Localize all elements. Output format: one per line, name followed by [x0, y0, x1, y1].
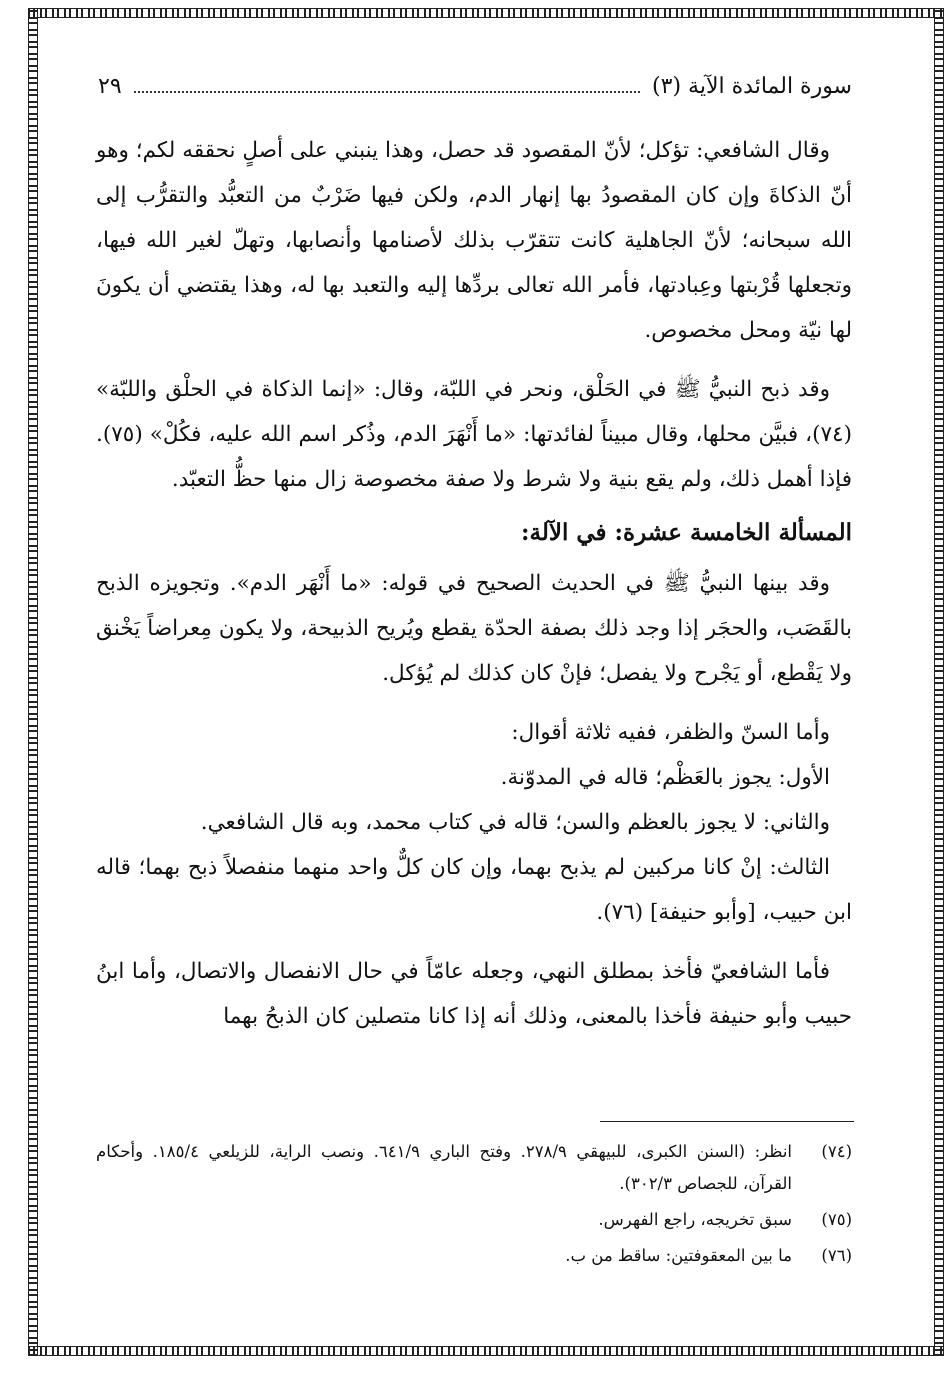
header-dot-leader	[134, 91, 640, 93]
footnote-number: (٧٦)	[821, 1246, 852, 1265]
footnote-74	[96, 1136, 852, 1200]
footnote-text: انظر: (السنن الكبرى، للبيهقي ٢٧٨/٩. وفتح الباري ٦٤١/٩. ونصب الراية، للزيلعي ١٨٥/٤. وأحكام القرآن، للجصاص ٣٠٢/٣).	[96, 1142, 792, 1193]
footnote-number: (٧٥)	[821, 1210, 852, 1229]
main-text	[96, 128, 852, 1039]
section-paragraph-4: والثاني: لا يجوز بالعظم والسن؛ قاله في كتاب محمد، وبه قال الشافعي.	[200, 810, 830, 835]
section-paragraph-2: وأما السنّ والظفر، ففيه ثلاثة أقوال:	[511, 720, 830, 745]
footnote-76	[96, 1240, 852, 1272]
bottom-border-chain	[28, 1346, 944, 1356]
section-paragraph-3: الأول: يجوز بالعَظْم؛ قاله في المدوّنة.	[500, 765, 830, 790]
right-border-chain	[934, 8, 944, 1356]
section-paragraph-6: فأما الشافعيّ فأخذ بمطلق النهي، وجعله عامّاً في حال الانفصال والاتصال، وأما ابنُ حبيب وأبو حنيفة فأخذا بالمعنى، وذلك أنه إذا كانا متصلين كان الذبحُ بهما	[96, 959, 852, 1029]
page-number: ٢٩	[98, 73, 122, 99]
left-border-chain	[28, 8, 38, 1356]
footnote-number: (٧٤)	[821, 1142, 852, 1161]
footnote-text: ما بين المعقوفتين: ساقط من ب.	[565, 1246, 792, 1265]
paragraph-1: وقال الشافعي: تؤكل؛ لأنّ المقصود قد حصل، وهذا ينبني على أصلٍ نحققه لكم؛ وهو أنّ الذكاةَ وإن كان المقصودُ بها إنهار الدم، ولكن فيها ضَرْبٌ من التعبُّد والتقرُّب إلى الله سبحانه؛ لأنّ الجاهلية كانت تتقرّب بذلك لأصنامها وأنصابها، وتهلّ لغير الله فيها، وتجعلها قُرْبتها وعِبادتها، فأمر الله تعالى بردِّها إليه والتعبد بها له، وهذا يقتضي أن يكونَ لها نيّة ومحل مخصوص.	[96, 138, 852, 343]
running-header	[98, 66, 852, 106]
footnote-separator	[600, 1121, 854, 1122]
section-paragraph-5: الثالث: إنْ كانا مركبين لم يذبح بهما، وإن كان كلٌّ واحد منهما منفصلاً ذبح بهما؛ قاله ابن حبيب، [وأبو حنيفة] (٧٦).	[96, 855, 852, 925]
paragraph-2: وقد ذبح النبيُّ ﷺ في الحَلْق، ونحر في اللبّة، وقال: «إنما الذكاة في الحلْق واللبّة» (٧٤)، فبيَّن محلها، وقال مبيناً لفائدتها: «ما أَنْهَرَ الدم، وذُكر اسم الله عليه، فكُلْ» (٧٥). فإذا أهمل ذلك، ولم يقع بنية ولا شرط ولا صفة مخصوصة زال منها حظُّ التعبّد.	[96, 377, 852, 492]
section-heading: المسألة الخامسة عشرة: في الآلة:	[521, 519, 852, 546]
section-paragraph-1: وقد بينها النبيُّ ﷺ في الحديث الصحيح في قوله: «ما أَنْهَر الدم». وتجويزه الذبح بالقَصَب، والحجَر إذا وجد ذلك بصفة الحدّة يقطع ويُريح الذبيحة، ولا يكون مِعراضاً يَخْنق ولا يَقْطع، أو يَجْرح ولا يفصل؛ فإنْ كان كذلك لم يُؤكل.	[96, 571, 852, 686]
footnote-text: سبق تخريجه، راجع الفهرس.	[598, 1210, 792, 1229]
footnote-75	[96, 1204, 852, 1236]
header-title: سورة المائدة الآية (٣)	[652, 73, 852, 99]
top-border-chain	[28, 8, 944, 18]
footnotes	[96, 1136, 852, 1276]
